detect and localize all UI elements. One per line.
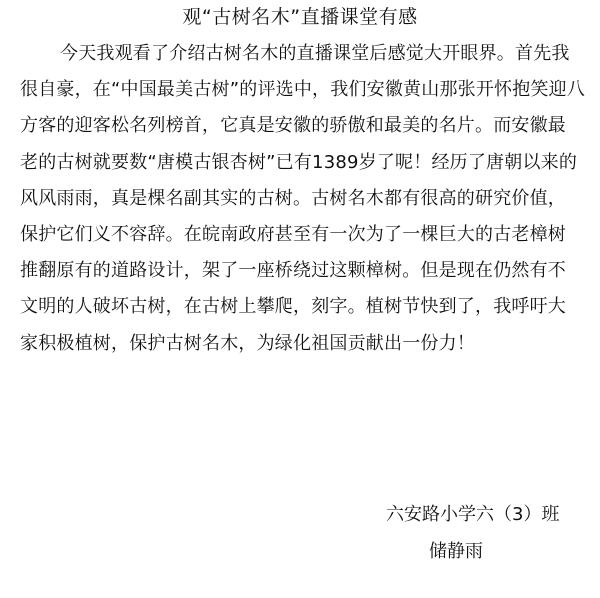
- essay-line-7: 推翻原有的道路设计，架了一座桥绕过这颗樟树。但是现在仍然有不: [20, 260, 566, 282]
- essay-line-1: 今天我观看了介绍古树名木的直播课堂后感觉大开眼界。首先我: [60, 43, 570, 64]
- essay-line-6: 保护它们义不容辞。在皖南政府甚至有一次为了一棵巨大的古老樟树: [20, 223, 566, 245]
- essay-line-5: 风风雨雨，真是棵名副其实的古树。古树名木都有很高的研究价值，: [20, 187, 566, 209]
- essay-line-4: 老的古树就要数“唐模古银杏树”已有1389岁了呢！经历了唐朝以来的: [20, 151, 578, 173]
- essay-title: 观“古树名木”直播课堂有感: [182, 6, 418, 28]
- essay-line-8: 文明的人破坏古树，在古树上攀爬，刻字。植树节快到了，我呼吁大: [20, 296, 566, 318]
- school-class-signature: 六安路小学六（3）班: [386, 504, 560, 525]
- essay-line-2: 很自豪，在“中国最美古树”的评选中，我们安徽黄山那张开怀抱笑迎八: [20, 79, 586, 101]
- essay-line-9: 家积极植树，保护古树名木，为绿化祖国贡献出一份力！: [20, 332, 475, 354]
- essay-line-3: 方客的迎客松名列榜首，它真是安徽的骄傲和最美的名片。而安徽最: [20, 115, 566, 137]
- author-name-signature: 储静雨: [429, 541, 483, 562]
- essay-body: [20, 36, 590, 362]
